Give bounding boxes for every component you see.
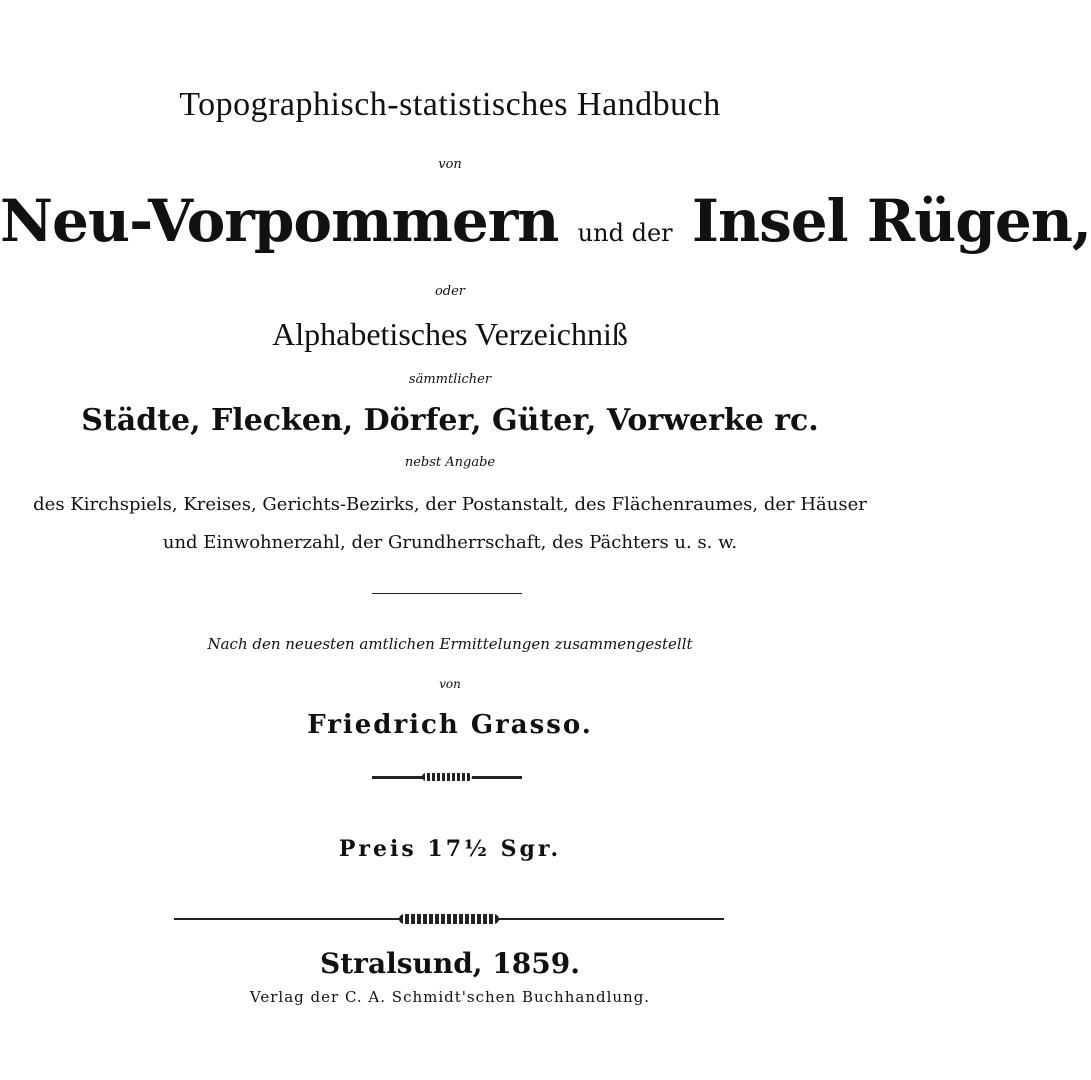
subtitle: Alphabetisches Verzeichniß bbox=[272, 316, 628, 352]
price-text: Preis 17½ Sgr. bbox=[338, 836, 562, 862]
saemmtlicher-text: sämmtlicher bbox=[408, 372, 492, 387]
divider-rule-1 bbox=[372, 593, 522, 594]
place-types: Städte, Flecken, Dörfer, Güter, Vorwerke rc. bbox=[81, 403, 819, 438]
ornamental-divider-1 bbox=[372, 776, 522, 779]
ornament-icon bbox=[399, 914, 499, 924]
main-title-island: Insel Rügen, bbox=[691, 187, 1091, 255]
main-title bbox=[0, 187, 1091, 255]
oder-text: oder bbox=[434, 284, 466, 299]
description-line-2: und Einwohnerzahl, der Grundherrschaft, des Pächters u. s. w. bbox=[162, 532, 738, 553]
ornamental-divider-2 bbox=[174, 918, 724, 920]
place-and-year: Stralsund, 1859. bbox=[320, 947, 580, 980]
title-line-1: Topographisch-statistisches Handbuch bbox=[179, 86, 721, 123]
von-text-2: von bbox=[439, 677, 461, 691]
main-title-region: Neu-Vorpommern bbox=[0, 187, 559, 255]
nebst-angabe-text: nebst Angabe bbox=[404, 455, 496, 470]
description-line-1: des Kirchspiels, Kreises, Gerichts-Bezirks, der Postanstalt, des Flächenraumes, der Häuser bbox=[33, 494, 867, 515]
main-title-connector: und der bbox=[577, 219, 673, 247]
von-text-1: von bbox=[438, 157, 462, 172]
author-name: Friedrich Grasso. bbox=[307, 710, 593, 740]
compilation-note: Nach den neuesten amtlichen Ermittelungen zusammengestellt bbox=[207, 635, 693, 653]
publisher-imprint: Verlag der C. A. Schmidt'schen Buchhandlung. bbox=[249, 988, 651, 1006]
ornament-icon bbox=[422, 773, 472, 781]
